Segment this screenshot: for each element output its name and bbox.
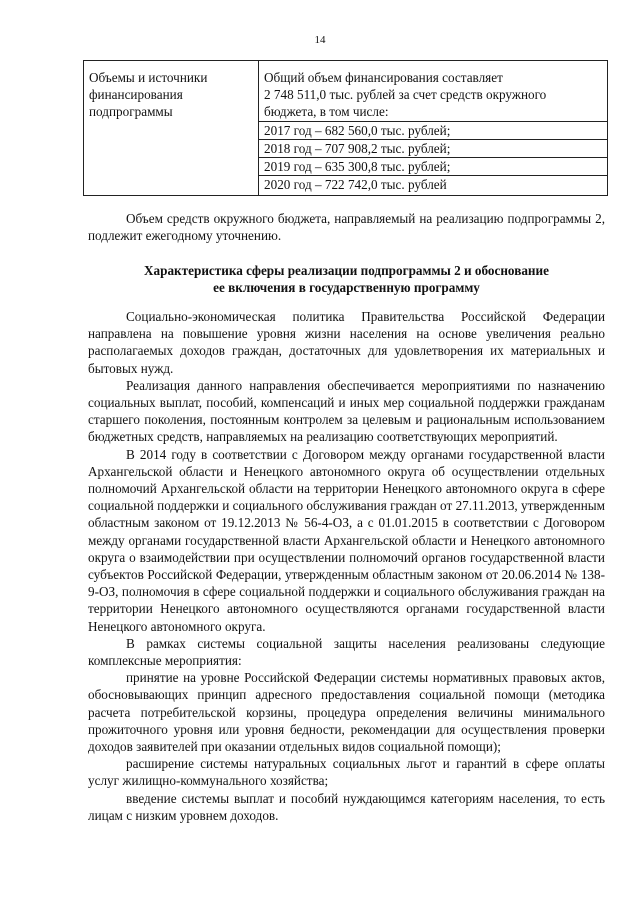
paragraph: Социально-экономическая политика Правительства Российской Федерации направлена на повышение уровня жизни населения на основе увеличения реально располагаемых доходов граждан, достаточных для удовлетворения их материальных и бытовых нужд. xyxy=(88,309,605,376)
section-heading xyxy=(88,262,605,296)
funding-label-line: Объемы и источники xyxy=(89,70,208,85)
funding-label-line: финансирования xyxy=(89,87,183,103)
paragraph: В рамках системы социальной защиты населения реализованы следующие комплексные мероприятия: xyxy=(88,635,605,669)
funding-summary-line: бюджета, в том числе: xyxy=(264,104,389,120)
funding-summary-line: 2 748 511,0 тыс. рублей за счет средств окружного xyxy=(264,87,547,103)
list-item: принятие на уровне Российской Федерации системы нормативных правовых актов, обосновывающих принцип адресного предоставления социальной помощи (методика расчета потребительской корзины, процедура определения величины минимального прожиточного уровня или уровня бедности, рекомендации для осуществления проверки доходов заявителей при оказании отдельных видов социальной помощи); xyxy=(88,670,605,755)
section-heading-line: ее включения в государственную программу xyxy=(213,280,480,295)
list-item: расширение системы натуральных социальных льгот и гарантий в сфере оплаты услуг жилищно-коммунального хозяйства; xyxy=(88,756,605,789)
funding-label-line: подпрограммы xyxy=(89,104,173,120)
page-number: 14 xyxy=(314,34,326,46)
budget-note: Объем средств окружного бюджета, направляемый на реализацию подпрограммы 2, подлежит ежегодному уточнению. xyxy=(88,211,605,244)
table-row xyxy=(84,61,608,196)
paragraph: В 2014 году в соответствии с Договором между органами государственной власти Архангельской области и Ненецкого автономного округа об осуществлении отдельных полномочий Архангельской области на территории Ненецкого автономного округа в сфере социальной поддержки и социального обслуживания граждан от 27.11.2013, утвержденным областным законом от 19.12.2013 № 56-4-ОЗ, а с 01.01.2015 в соответствии с Договором между органами государственной власти Архангельской области и Ненецкого автономного округа о взаимодействии при осуществлении полномочий органов государственной власти субъектов Российской Федерации, утвержденным областным законом от 20.06.2014 № 138-9-ОЗ, полномочия в сфере социальной поддержки и социального обслуживания граждан на территории Ненецкого автономного осуществляются органами государственной власти Ненецкого автономного округа. xyxy=(88,446,605,634)
funding-year-2018: 2018 год – 707 908,2 тыс. рублей; xyxy=(259,139,607,157)
funding-year-2020: 2020 год – 722 742,0 тыс. рублей xyxy=(259,175,607,193)
body-text xyxy=(88,308,605,824)
funding-year-2019: 2019 год – 635 300,8 тыс. рублей; xyxy=(259,157,607,175)
funding-year-2017: 2017 год – 682 560,0 тыс. рублей; xyxy=(259,121,607,139)
list-item: введение системы выплат и пособий нуждающимся категориям населения, то есть лицам с низким уровнем доходов. xyxy=(88,790,605,823)
paragraph: Реализация данного направления обеспечивается мероприятиями по назначению социальных выплат, пособий, компенсаций и иных мер социальной поддержки гражданам старшего поколения, постоянным контролем за целевым и рациональным использованием бюджетных средств, направляемых на реализацию соответствующих мероприятий. xyxy=(88,377,605,445)
funding-summary-line: Общий объем финансирования составляет xyxy=(264,70,503,85)
funding-value-cell xyxy=(259,61,608,196)
funding-label-cell xyxy=(84,61,259,196)
section-heading-line: Характеристика сферы реализации подпрограммы 2 и обоснование xyxy=(144,263,549,278)
funding-table xyxy=(83,60,608,196)
budget-note-block xyxy=(88,210,605,244)
